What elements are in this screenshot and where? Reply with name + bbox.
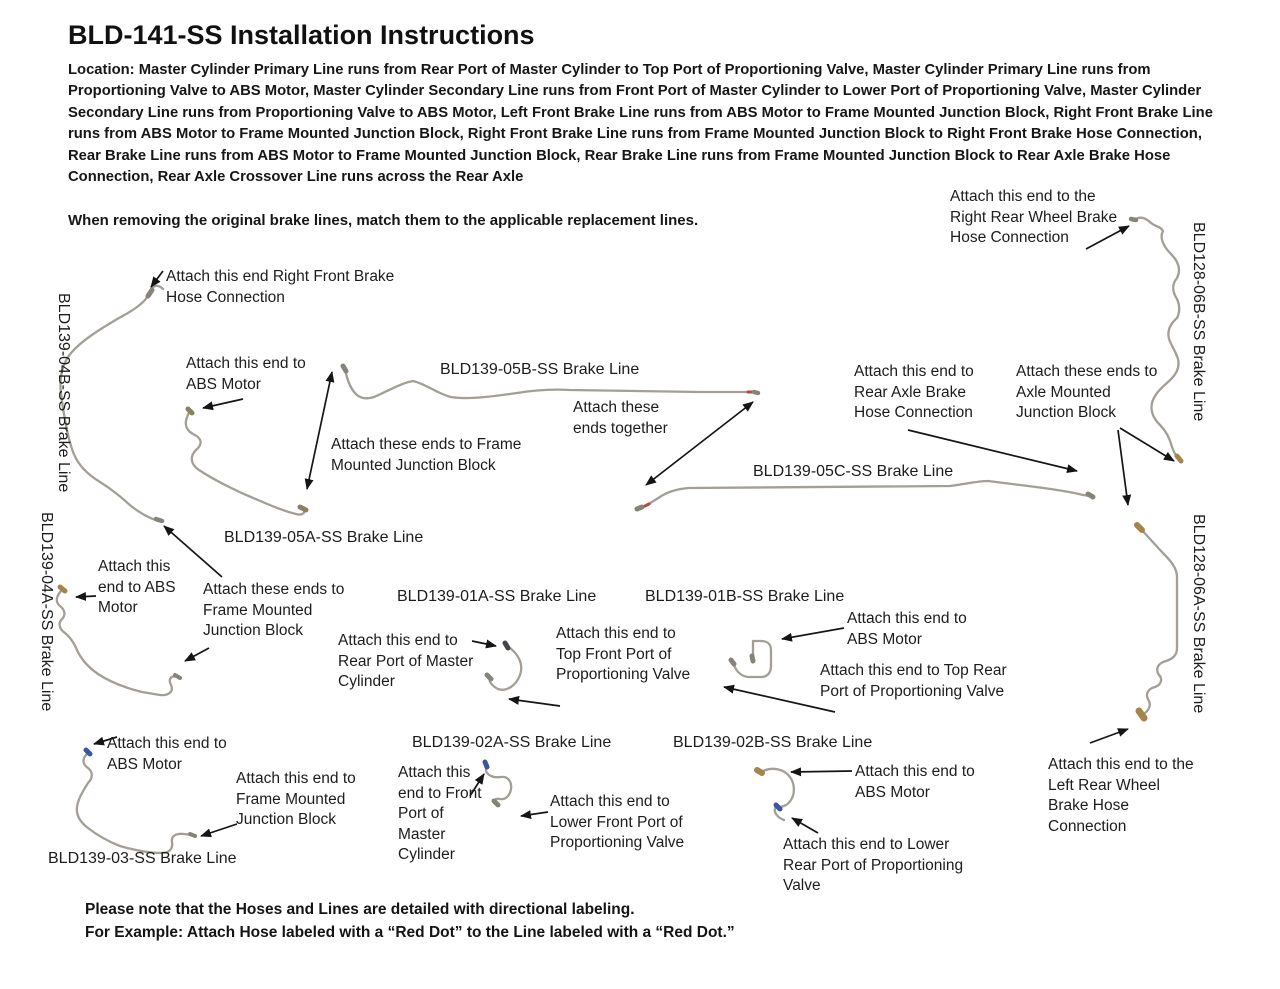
callout-lower-rear-port: Attach this end to Lower Rear Port of Proportioning Valve xyxy=(783,836,964,894)
label-bld139-01a: BLD139-01A-SS Brake Line xyxy=(397,588,597,605)
label-bld139-03: BLD139-03-SS Brake Line xyxy=(48,850,237,867)
callout-right-rear-hose: Attach this end to the Right Rear Wheel Brake Hose Connection xyxy=(950,188,1118,246)
tube-bld139-05c xyxy=(641,481,1090,508)
callout-ends-together: Attach these ends together xyxy=(573,399,668,437)
arrow-lr-hose xyxy=(1090,729,1128,743)
tube-bld139-02b xyxy=(761,769,794,820)
arrow-lower-rear-pv xyxy=(792,818,818,833)
tube-fittings xyxy=(60,219,1181,836)
callout-abs-motor-04a: Attach this end to ABS Motor xyxy=(98,558,176,616)
callout-abs-motor-05a: Attach this end to ABS Motor xyxy=(186,355,306,393)
arrow-abs-05a xyxy=(203,399,243,408)
note-line-2: For Example: Attach Hose labeled with a “Red Dot” to the Line labeled with a “Red Dot.” xyxy=(85,923,735,941)
callout-top-rear-port: Attach this end to Top Rear Port of Proportioning Valve xyxy=(820,662,1007,700)
page-title: BLD-141-SS Installation Instructions xyxy=(68,20,535,50)
callout-rear-port-master: Attach this end to Rear Port of Master Cylinder xyxy=(338,632,474,690)
location-paragraph: Location: Master Cylinder Primary Line runs from Rear Port of Master Cylinder to Top Port of Proportioning Valve, Master Cylinder Primary Line runs from Proportioning Valve to ABS Motor, Master Cylinder Secondary Line runs from Front Port of Master Cylinder to Lower Port of Proportioning Valve, Master Cylinder Secondary Line runs from Proportioning Valve to ABS Motor, Left Front Brake Line runs from ABS Motor to Frame Mounted Junction Block, Right Front Brake Line runs from ABS Motor to Frame Mounted Junction Block, Right Front Brake Line runs from Frame Mounted Junction Block to Right Front Brake Hose Connection, Rear Brake Line runs from ABS Motor to Frame Mounted Junction Block, Rear Brake Line runs from Frame Mounted Junction Block to Rear Axle Brake Hose Connection, Rear Axle Crossover Line runs across the Rear Axle xyxy=(68,62,1213,186)
arrow-frame-jb-3 xyxy=(201,824,237,836)
callout-rear-axle-hose: Attach this end to Rear Axle Brake Hose Connection xyxy=(854,363,974,421)
callout-frame-junction-3: Attach this end to Frame Mounted Junction Block xyxy=(236,770,356,828)
label-bld139-05b: BLD139-05B-SS Brake Line xyxy=(440,361,640,378)
arrow-rf-hose xyxy=(151,271,163,287)
label-bld139-04a: BLD139-04A-SS Brake Line xyxy=(38,512,55,712)
note-line-1: Please note that the Hoses and Lines are detailed with directional labeling. xyxy=(85,901,635,918)
callout-abs-motor-02b: Attach this end to ABS Motor xyxy=(855,763,975,801)
arrow-top-front-pv xyxy=(509,699,560,706)
callout-left-rear-hose: Attach this end to the Left Rear Wheel Brake Hose Connection xyxy=(1048,756,1194,835)
label-bld139-05c: BLD139-05C-SS Brake Line xyxy=(753,463,954,480)
arrow-top-rear-pv xyxy=(724,687,835,712)
label-bld139-01b: BLD139-01B-SS Brake Line xyxy=(645,588,845,605)
callout-frame-junction-1: Attach these ends to Frame Mounted Junction Block xyxy=(331,436,522,474)
tube-bld128-06b xyxy=(1134,218,1179,460)
tube-bld139-04b xyxy=(60,286,163,521)
callout-top-front-port: Attach this end to Top Front Port of Proportioning Valve xyxy=(556,625,691,683)
callout-lower-front-port: Attach this end to Lower Front Port of Proportioning Valve xyxy=(550,793,685,851)
removal-note: When removing the original brake lines, match them to the applicable replacement lines. xyxy=(68,212,699,229)
label-bld128-06b: BLD128-06B-SS Brake Line xyxy=(1190,222,1207,422)
arrow-abs-02b xyxy=(791,771,852,772)
tube-bld139-01a xyxy=(489,646,521,690)
arrow-abs-04a xyxy=(76,596,96,597)
directional-labeling-note xyxy=(85,899,905,944)
tube-bld139-02a xyxy=(486,765,511,804)
callout-frame-junction-2: Attach these ends to Frame Mounted Junction Block xyxy=(203,581,345,639)
callout-abs-motor-03: Attach this end to ABS Motor xyxy=(107,735,227,773)
arrow-abs-01b xyxy=(782,628,844,639)
arrow-frame-jb-2b xyxy=(185,648,209,661)
label-bld128-06a: BLD128-06A-SS Brake Line xyxy=(1190,514,1207,714)
callout-axle-junction: Attach these ends to Axle Mounted Junction Block xyxy=(1016,363,1158,421)
arrow-lower-front-pv xyxy=(521,812,548,816)
callout-front-port-master: Attach this end to Front Port of Master Cylinder xyxy=(398,764,482,863)
label-bld139-02b: BLD139-02B-SS Brake Line xyxy=(673,734,873,751)
label-bld139-05a: BLD139-05A-SS Brake Line xyxy=(224,529,424,546)
label-bld139-04b: BLD139-04B-SS Brake Line xyxy=(55,293,72,493)
tube-bld139-05a xyxy=(186,411,304,515)
callout-abs-motor-01b: Attach this end to ABS Motor xyxy=(847,610,967,648)
arrow-axle-jb-2 xyxy=(1118,430,1128,505)
callout-right-front-hose: Attach this end Right Front Brake Hose Connection xyxy=(166,268,395,306)
label-bld139-02a: BLD139-02A-SS Brake Line xyxy=(412,734,612,751)
tube-bld128-06a xyxy=(1140,528,1177,716)
